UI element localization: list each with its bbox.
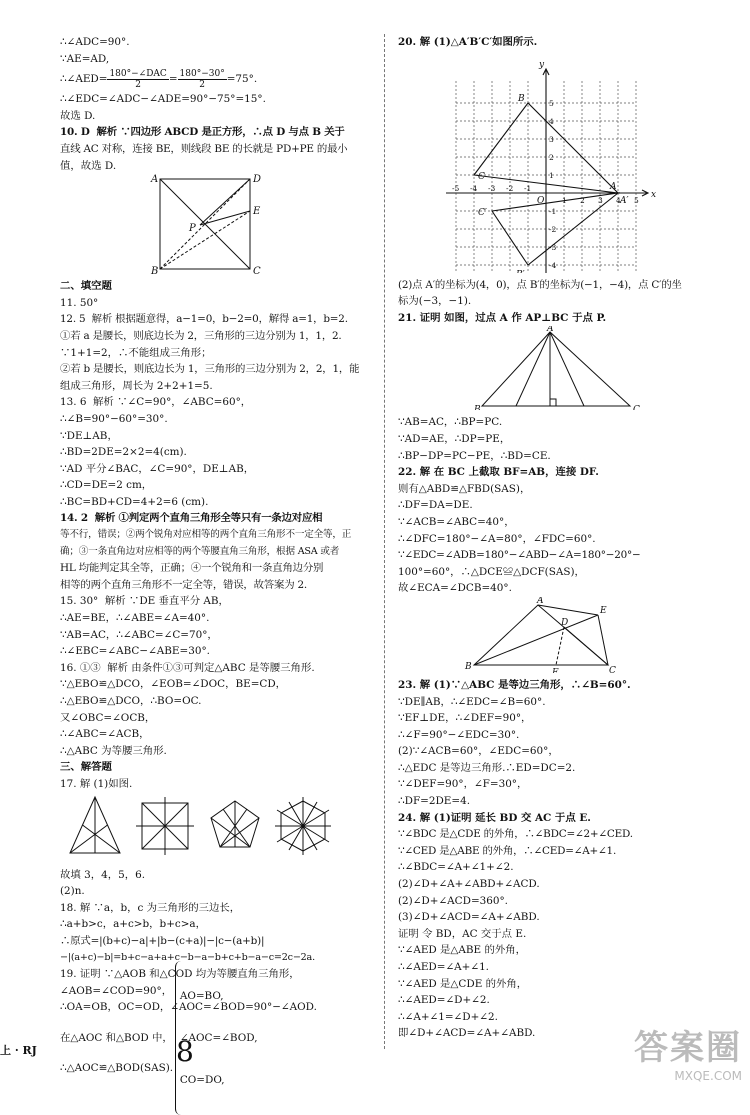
label-p: P — [189, 223, 196, 235]
x-tick: -4 — [470, 183, 478, 193]
label-c: C — [633, 405, 640, 411]
text-line: ∴DF=DA=DE. — [398, 499, 473, 512]
text-line: 19. 证明 ∵△AOB 和△COD 均为等腰直角三角形， — [60, 968, 300, 981]
watermark-title: 答案圈 — [634, 1028, 742, 1068]
y-tick: -1 — [549, 206, 557, 216]
text-line: 18. 解 ∵a，b，c 为三角形的三边长， — [60, 901, 241, 914]
x-tick: 1 — [562, 195, 567, 205]
y-tick: 4 — [549, 116, 554, 126]
text-line: ∴∠ABC=∠ACB， — [60, 728, 150, 741]
label-a: A — [151, 174, 159, 186]
text-line: ∴BD=2DE=2×2=4(cm). — [60, 446, 187, 459]
y-tick: -4 — [549, 260, 557, 270]
text-line: 12. 5 解析 根据题意得，a−1=0，b−2=0，解得 a=1，b=2. — [60, 313, 348, 326]
text-line: ∴△EDC 是等边三角形.∴ED=DC=2. — [398, 761, 576, 774]
text-line: ∴∠F=90°−∠EDC=30°. — [398, 728, 520, 741]
text-line: ∵AE=AD, — [60, 52, 110, 65]
section-heading: 三、解答题 — [60, 761, 112, 774]
x-tick: -3 — [488, 183, 496, 193]
book-footer: 上 · RJ — [0, 1044, 37, 1057]
text-line: 又∠OBC=∠OCB， — [60, 711, 156, 724]
left-column — [60, 34, 378, 1086]
text-line: ∴AE=BE，∴∠ABE=∠A=40°. — [60, 612, 210, 625]
x-tick: -2 — [506, 183, 514, 193]
y-tick: 1 — [549, 170, 554, 180]
label-e: E — [253, 206, 261, 218]
text-line: ∴∠B=90°−60°=30°. — [60, 412, 168, 425]
x-tick: 4 — [616, 195, 621, 205]
text-line: 23. 解 (1)∵△ABC 是等边三角形，∴∠B=60°. — [398, 678, 631, 691]
text-line: 24. 解 (1)证明 延长 BD 交 AC 于点 E. — [398, 811, 591, 824]
text-line: 即∠D+∠ACD=∠A+∠ABD. — [398, 1027, 536, 1040]
text-line: ∴BC=BD+CD=4+2=6 (cm). — [60, 495, 209, 508]
square-figure — [60, 174, 378, 274]
text-line: 100°=60°，∴△DCE≌△DCF(SAS)， — [398, 565, 585, 578]
text-line: 直线 AC 对称，连接 BE，则线段 BE 的长就是 PD+PE 的最小 — [60, 142, 348, 155]
triangle-21-figure — [398, 326, 724, 410]
segment-be — [160, 211, 250, 269]
text-line: 20. 解 (1)△A′B′C′如图所示. — [398, 36, 538, 48]
text-line: (2)点 A′的坐标为(4，0)，点 B′的坐标为(−1，−4)，点 C′的坐 — [398, 278, 682, 291]
pentagon-figure — [211, 801, 259, 847]
text-line: ∵∠ACB=∠ABC=40°， — [398, 515, 515, 528]
text-line: ∵AB=AC，∴∠ABC=∠C=70°， — [60, 628, 218, 641]
label-e: E — [600, 605, 607, 616]
text-line: (3)∠D+∠ACD=∠A+∠ABD. — [398, 911, 540, 924]
text-line: ∵∠EDC=∠ADB=180°−∠ABD−∠A=180°−20°− — [398, 549, 641, 562]
text-line: 故∠ECA=∠DCB=40°. — [398, 582, 512, 595]
x-tick: -5 — [452, 183, 460, 193]
y-tick: -2 — [549, 224, 557, 234]
text-line: 13. 6 解析 ∵∠C=90°，∠ABC=60°， — [60, 396, 252, 409]
text-line: 组成三角形，周长为 2+2+1=5. — [60, 379, 213, 392]
text-line: ∵∠BDC 是△CDE 的外角，∴∠BDC=∠2+∠CED. — [398, 828, 633, 841]
system-item: CO=DO, — [179, 1073, 225, 1086]
x-tick: -1 — [524, 183, 532, 193]
text-line: (2)∠D+∠A+∠ABD+∠ACD. — [398, 878, 540, 891]
text-line: 则有△ABD≌△FBD(SAS)， — [398, 482, 531, 495]
label-c: C — [253, 266, 261, 275]
text-line: 21. 证明 如图，过点 A 作 AP⊥BC 于点 P. — [398, 311, 607, 324]
label-a-prime: A′ — [620, 195, 629, 206]
text-line: ∴BP−DP=PC−PE，∴BD=CE. — [398, 449, 551, 462]
text-line: 14. 2 解析 ①判定两个直角三角形全等只有一条边对应相 — [60, 512, 323, 525]
x-tick: 2 — [580, 195, 585, 205]
text-line: 等不行，错误；②两个锐角对应相等的两个直角三角形不一定全等，正 — [60, 529, 352, 541]
text-line: ∴DF=2DE=4. — [398, 795, 471, 808]
hexagon-figure — [275, 797, 331, 855]
fraction: $\frac{180^\circ-30^\circ}{2}$ — [179, 68, 225, 90]
text-line: 故选 D. — [60, 109, 96, 122]
x-axis-label: x — [651, 189, 657, 200]
label-c: C — [478, 171, 485, 182]
text-line: 证明 令 BD，AC 交于点 E. — [398, 927, 527, 940]
text-line: ∴∠AED=∠A+∠1. — [398, 961, 489, 973]
text-line: ∵△EBO≌△DCO，∠EOB=∠DOC，BE=CD， — [60, 678, 287, 691]
label-c: C — [609, 665, 616, 673]
text-line: ∵AD=AE，∴DP=PE， — [398, 432, 511, 445]
text-line: 22. 解 在 BC 上截取 BF=AB，连接 DF. — [398, 466, 599, 479]
text-line: ∴∠ADC=90°. — [60, 36, 130, 48]
square-figure-sym — [136, 797, 194, 855]
watermark — [634, 1020, 742, 1083]
text-line: 15. 30° 解析 ∵DE 垂直平分 AB， — [60, 595, 229, 608]
text-line: ∴∠EBC=∠ABC−∠ABE=30°. — [60, 645, 210, 658]
text-line: ∵∠CED 是△ABE 的外角，∴∠CED=∠A+∠1. — [398, 844, 617, 857]
text-line: ∴∠A+∠1=∠D+∠2. — [398, 1010, 498, 1023]
x-tick: 3 — [598, 195, 603, 205]
segment-df — [556, 627, 564, 665]
label-a: A — [537, 596, 544, 606]
text-line: 10. D 解析 ∵四边形 ABCD 是正方形，∴点 D 与点 B 关于 — [60, 126, 345, 139]
y-axis-label: y — [539, 59, 545, 70]
label-c-prime: C′ — [478, 207, 487, 218]
y-tick: 2 — [549, 152, 554, 162]
coordinate-grid-figure — [398, 51, 724, 273]
label-d: D — [253, 174, 262, 186]
text-line: (2)∠D+∠ACD=360°. — [398, 894, 508, 907]
fraction-line: ∴∠AED= $\frac{\text{180°−∠DAC}}{2}$ = $\frac{180^\circ-30^\circ}{2}$ =75°. — [60, 68, 258, 90]
y-tick-labels — [549, 99, 557, 273]
symmetry-figures — [60, 793, 378, 863]
text-line: ∴OA=OB，OC=OD，∠AOC=∠BOD=90°−∠AOD. — [60, 1001, 317, 1014]
text-line: ∴△ABC 为等腰三角形. — [60, 744, 167, 757]
text-line: 在△AOC 和△BOD 中， — [60, 1031, 173, 1044]
triangle-figure — [70, 797, 120, 853]
section-heading: 二、填空题 — [60, 280, 112, 293]
label-b: B — [151, 266, 159, 275]
text-line: 故填 3，4，5，6. — [60, 868, 146, 881]
y-tick: 5 — [549, 98, 554, 108]
text-line: 17. 解 (1)如图. — [60, 777, 133, 790]
text-line: (2)∵∠ACB=60°，∠EDC=60°， — [398, 745, 559, 758]
text-line: ∵DE∥AB，∴∠EDC=∠B=60°. — [398, 695, 546, 708]
y-tick: -3 — [549, 242, 557, 252]
y-tick: 3 — [549, 134, 554, 144]
text-line: ∴△EBO≌△DCO，∴BO=OC. — [60, 695, 202, 707]
text-line: ②若 b 是腰长，则底边长为 1，三角形的三边分别为 2，2，1，能 — [60, 363, 360, 376]
text-line: ∴a+b>c，a+c>b，b+c>a， — [60, 918, 207, 931]
triangle-abc — [482, 332, 630, 406]
label-d: D — [561, 617, 569, 628]
triangle-abc — [474, 605, 608, 665]
label-f: F — [552, 667, 559, 673]
triangle-22-figure — [398, 597, 724, 673]
text-line: 16. ①③ 解析 由条件①③可判定△ABC 是等腰三角形. — [60, 661, 315, 674]
column-divider — [384, 34, 385, 1049]
text-line: ∴CD=DE=2 cm， — [60, 479, 153, 492]
text-line: (2)n. — [60, 885, 85, 898]
text-line: ∵DE⊥AB， — [60, 429, 118, 442]
text-line: ∴∠BDC=∠A+∠1+∠2. — [398, 861, 514, 874]
text-line: ∵∠AED 是△CDE 的外角， — [398, 977, 528, 990]
label-a: A — [610, 181, 617, 192]
text-line: ①若 a 是腰长，则底边长为 2，三角形的三边分别为 1，1，2. — [60, 329, 342, 342]
text-line: ∴原式=|(b+c)−a|+|b−(c+a)|−|c−(a+b)| — [60, 934, 265, 947]
label-b: B — [474, 405, 481, 411]
page-number: 8 — [176, 1035, 194, 1068]
fraction: $\frac{\text{180°−∠DAC}}{2}$ — [109, 68, 167, 90]
text-line: ∵1+1=2，∴不能组成三角形； — [60, 346, 212, 359]
label-b: B — [465, 661, 472, 672]
text-line: HL 均能判定其全等，正确；④一个锐角和一条直角边分别 — [60, 562, 324, 575]
text-line: 标为(−3，−1). — [398, 295, 472, 308]
text-line: ∴∠AED=∠D+∠2. — [398, 994, 490, 1007]
watermark-url: MXQE.COM — [674, 1069, 742, 1083]
text-line: ∵AD 平分∠BAC，∠C=90°，DE⊥AB， — [60, 462, 255, 475]
text-line: ∴∠EDC=∠ADC−∠ADE=90°−75°=15°. — [60, 93, 266, 106]
x-tick: 5 — [634, 195, 639, 205]
right-column — [398, 34, 724, 1042]
text-line: −|(a+c)−b|=b+c−a+a+c−b−a−b+c+b−a−c=2c−2a. — [60, 951, 315, 963]
text-line: ∵EF⊥DE，∴∠DEF=90°， — [398, 712, 532, 725]
text-line: 值，故选 D. — [60, 159, 117, 172]
text-line: ∴△AOC≌△BOD(SAS). — [60, 1061, 174, 1074]
text-line: ∴∠DFC=180°−∠A=80°，∠FDC=60°. — [398, 532, 596, 545]
text-line: ∵∠DEF=90°，∠F=30°， — [398, 778, 528, 791]
label-a: A — [547, 326, 554, 335]
text-line: ∴∠AED= — [60, 73, 108, 86]
text-line: ∵AB=AC，∴BP=PC. — [398, 416, 503, 429]
origin-label: O — [537, 195, 545, 206]
text-line: 11. 50° — [60, 296, 99, 309]
system-item: ∠AOC=∠BOD, — [179, 1031, 258, 1044]
text-line: 相等的两个直角三角形不一定全等，错误，故答案为 2. — [60, 578, 307, 591]
label-b: B — [518, 93, 525, 104]
text-line: ∵∠AED 是△ABE 的外角， — [398, 944, 527, 957]
text-line: 确；③一条直角边对应相等的两个等腰直角三角形，根据 ASA 或者 — [60, 545, 340, 557]
system-item: AO=BO, — [179, 989, 224, 1002]
text-line: ∠AOB=∠COD=90°， — [60, 984, 173, 997]
label-b-prime — [515, 270, 525, 273]
